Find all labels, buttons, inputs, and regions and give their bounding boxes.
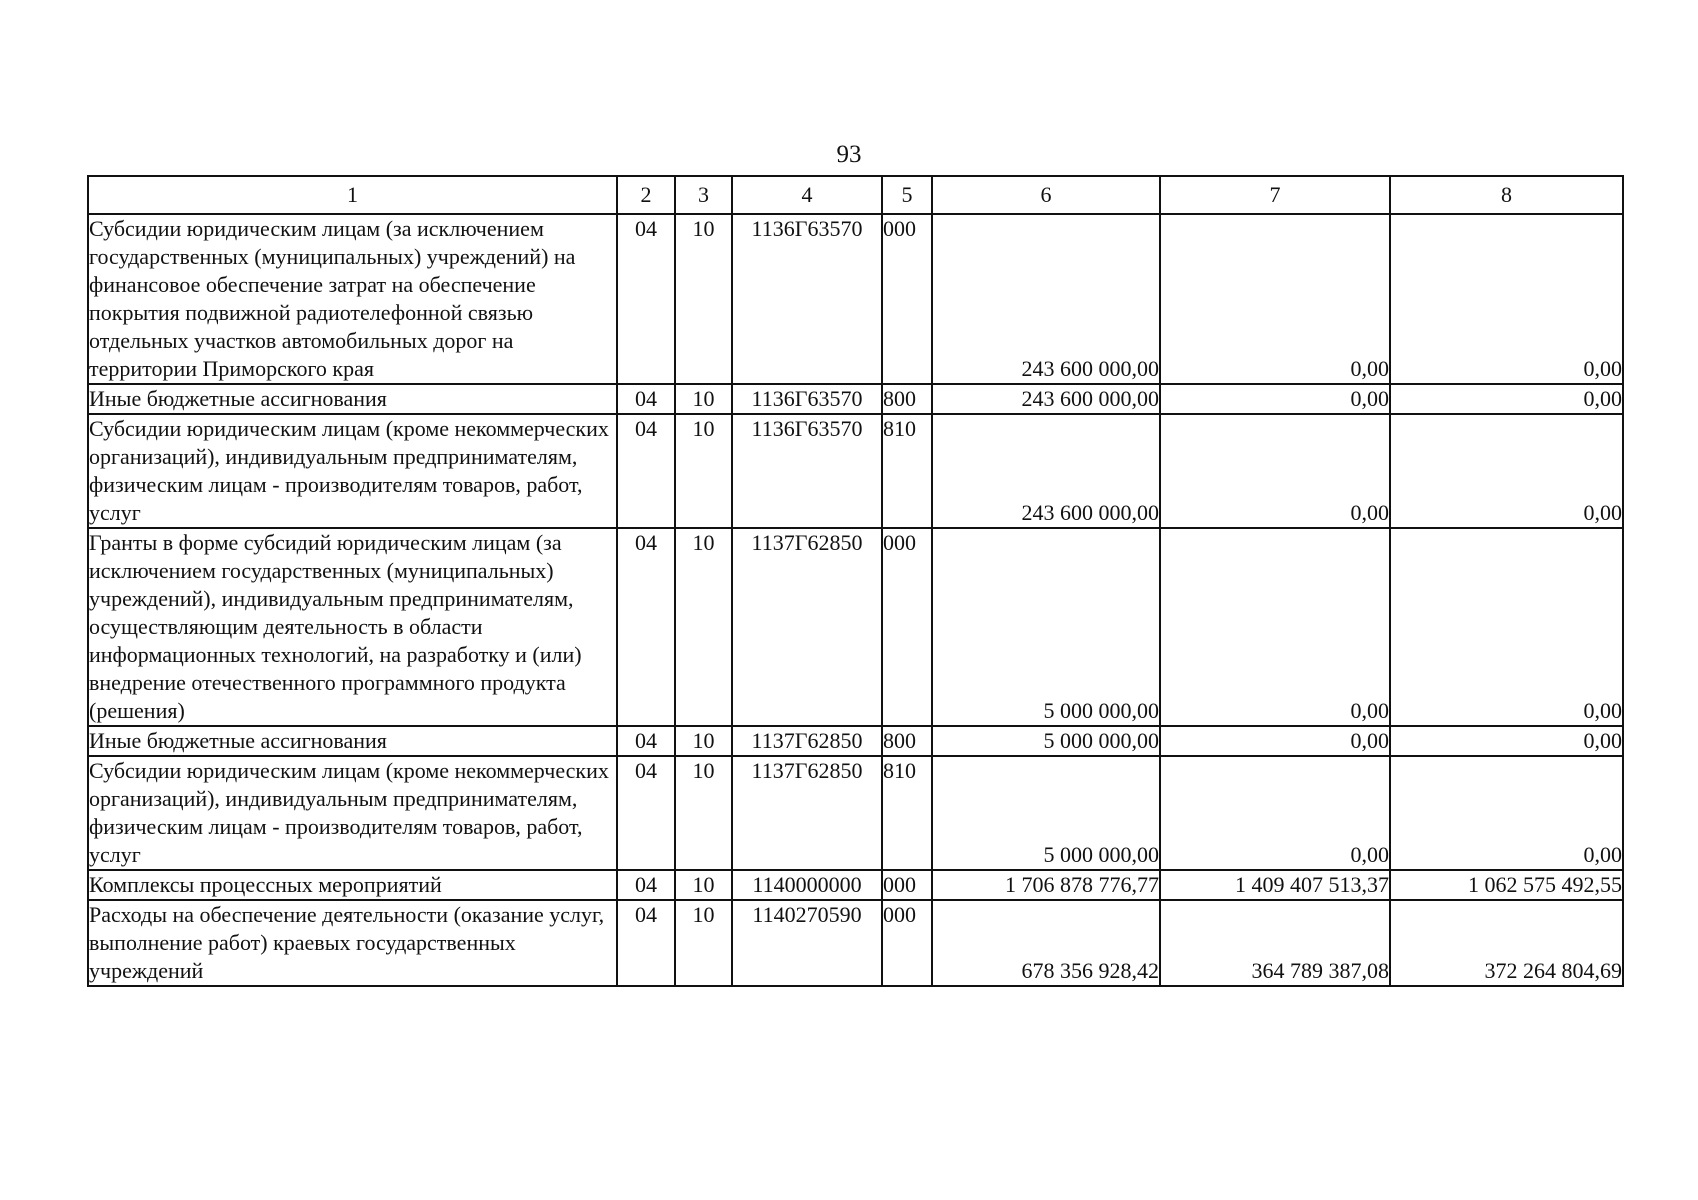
code-expense-type: 000 [882, 214, 932, 384]
code-section: 04 [617, 214, 675, 384]
row-description: Субсидии юридическим лицам (за исключением государственных (муниципальных) учреждений) на финансовое обеспечение затрат на обеспечение покрытия подвижной радиотелефонной связью отдельных участков автомобильных дорог на территории Приморского края [88, 214, 617, 384]
code-subsection: 10 [675, 726, 732, 756]
amount-col7: 0,00 [1160, 384, 1390, 414]
code-subsection: 10 [675, 214, 732, 384]
code-subsection: 10 [675, 414, 732, 528]
amount-col6: 1 706 878 776,77 [932, 870, 1160, 900]
code-expense-type: 000 [882, 528, 932, 726]
code-subsection: 10 [675, 900, 732, 986]
code-expense-type: 810 [882, 756, 932, 870]
amount-col7: 364 789 387,08 [1160, 900, 1390, 986]
amount-col6: 5 000 000,00 [932, 756, 1160, 870]
code-subsection: 10 [675, 756, 732, 870]
code-section: 04 [617, 528, 675, 726]
amount-col6: 243 600 000,00 [932, 384, 1160, 414]
code-expense-type: 810 [882, 414, 932, 528]
column-header: 7 [1160, 176, 1390, 214]
amount-col8: 0,00 [1390, 414, 1623, 528]
header-row [88, 176, 1623, 214]
table-row [88, 726, 1623, 756]
column-header: 1 [88, 176, 617, 214]
row-description: Субсидии юридическим лицам (кроме некоммерческих организаций), индивидуальным предпринимателям, физическим лицам - производителям товаров, работ, услуг [88, 756, 617, 870]
table-row [88, 900, 1623, 986]
amount-col7: 0,00 [1160, 214, 1390, 384]
row-description: Иные бюджетные ассигнования [88, 726, 617, 756]
code-target-article: 1137Г62850 [732, 528, 882, 726]
amount-col8: 0,00 [1390, 528, 1623, 726]
column-header: 5 [882, 176, 932, 214]
amount-col8: 0,00 [1390, 756, 1623, 870]
table-row [88, 384, 1623, 414]
amount-col7: 0,00 [1160, 414, 1390, 528]
column-header: 2 [617, 176, 675, 214]
code-target-article: 1137Г62850 [732, 756, 882, 870]
amount-col6: 243 600 000,00 [932, 214, 1160, 384]
amount-col7: 1 409 407 513,37 [1160, 870, 1390, 900]
table-row [88, 756, 1623, 870]
amount-col7: 0,00 [1160, 756, 1390, 870]
column-header: 6 [932, 176, 1160, 214]
code-target-article: 1140270590 [732, 900, 882, 986]
table-row [88, 214, 1623, 384]
code-subsection: 10 [675, 528, 732, 726]
row-description: Комплексы процессных мероприятий [88, 870, 617, 900]
code-expense-type: 000 [882, 900, 932, 986]
page-number: 93 [836, 141, 862, 168]
table-row [88, 528, 1623, 726]
amount-col6: 678 356 928,42 [932, 900, 1160, 986]
code-target-article: 1136Г63570 [732, 414, 882, 528]
code-section: 04 [617, 870, 675, 900]
row-description: Субсидии юридическим лицам (кроме некоммерческих организаций), индивидуальным предпринимателям, физическим лицам - производителям товаров, работ, услуг [88, 414, 617, 528]
code-section: 04 [617, 384, 675, 414]
amount-col6: 243 600 000,00 [932, 414, 1160, 528]
code-target-article: 1140000000 [732, 870, 882, 900]
row-description: Расходы на обеспечение деятельности (оказание услуг, выполнение работ) краевых государственных учреждений [88, 900, 617, 986]
amount-col8: 0,00 [1390, 384, 1623, 414]
table-row [88, 414, 1623, 528]
column-header: 4 [732, 176, 882, 214]
code-section: 04 [617, 900, 675, 986]
code-target-article: 1137Г62850 [732, 726, 882, 756]
amount-col8: 372 264 804,69 [1390, 900, 1623, 986]
code-target-article: 1136Г63570 [732, 384, 882, 414]
code-section: 04 [617, 726, 675, 756]
column-header: 8 [1390, 176, 1623, 214]
code-subsection: 10 [675, 870, 732, 900]
amount-col8: 0,00 [1390, 214, 1623, 384]
code-expense-type: 800 [882, 384, 932, 414]
amount-col7: 0,00 [1160, 726, 1390, 756]
column-header: 3 [675, 176, 732, 214]
amount-col7: 0,00 [1160, 528, 1390, 726]
amount-col8: 0,00 [1390, 726, 1623, 756]
row-description: Гранты в форме субсидий юридическим лицам (за исключением государственных (муниципальных) учреждений), индивидуальным предпринимателям, осуществляющим деятельность в области информационных технологий, на разработку и (или) внедрение отечественного программного продукта (решения) [88, 528, 617, 726]
budget-table [87, 175, 1624, 987]
amount-col8: 1 062 575 492,55 [1390, 870, 1623, 900]
code-section: 04 [617, 756, 675, 870]
code-target-article: 1136Г63570 [732, 214, 882, 384]
code-subsection: 10 [675, 384, 732, 414]
amount-col6: 5 000 000,00 [932, 528, 1160, 726]
code-expense-type: 800 [882, 726, 932, 756]
table-row [88, 870, 1623, 900]
code-section: 04 [617, 414, 675, 528]
amount-col6: 5 000 000,00 [932, 726, 1160, 756]
code-expense-type: 000 [882, 870, 932, 900]
row-description: Иные бюджетные ассигнования [88, 384, 617, 414]
